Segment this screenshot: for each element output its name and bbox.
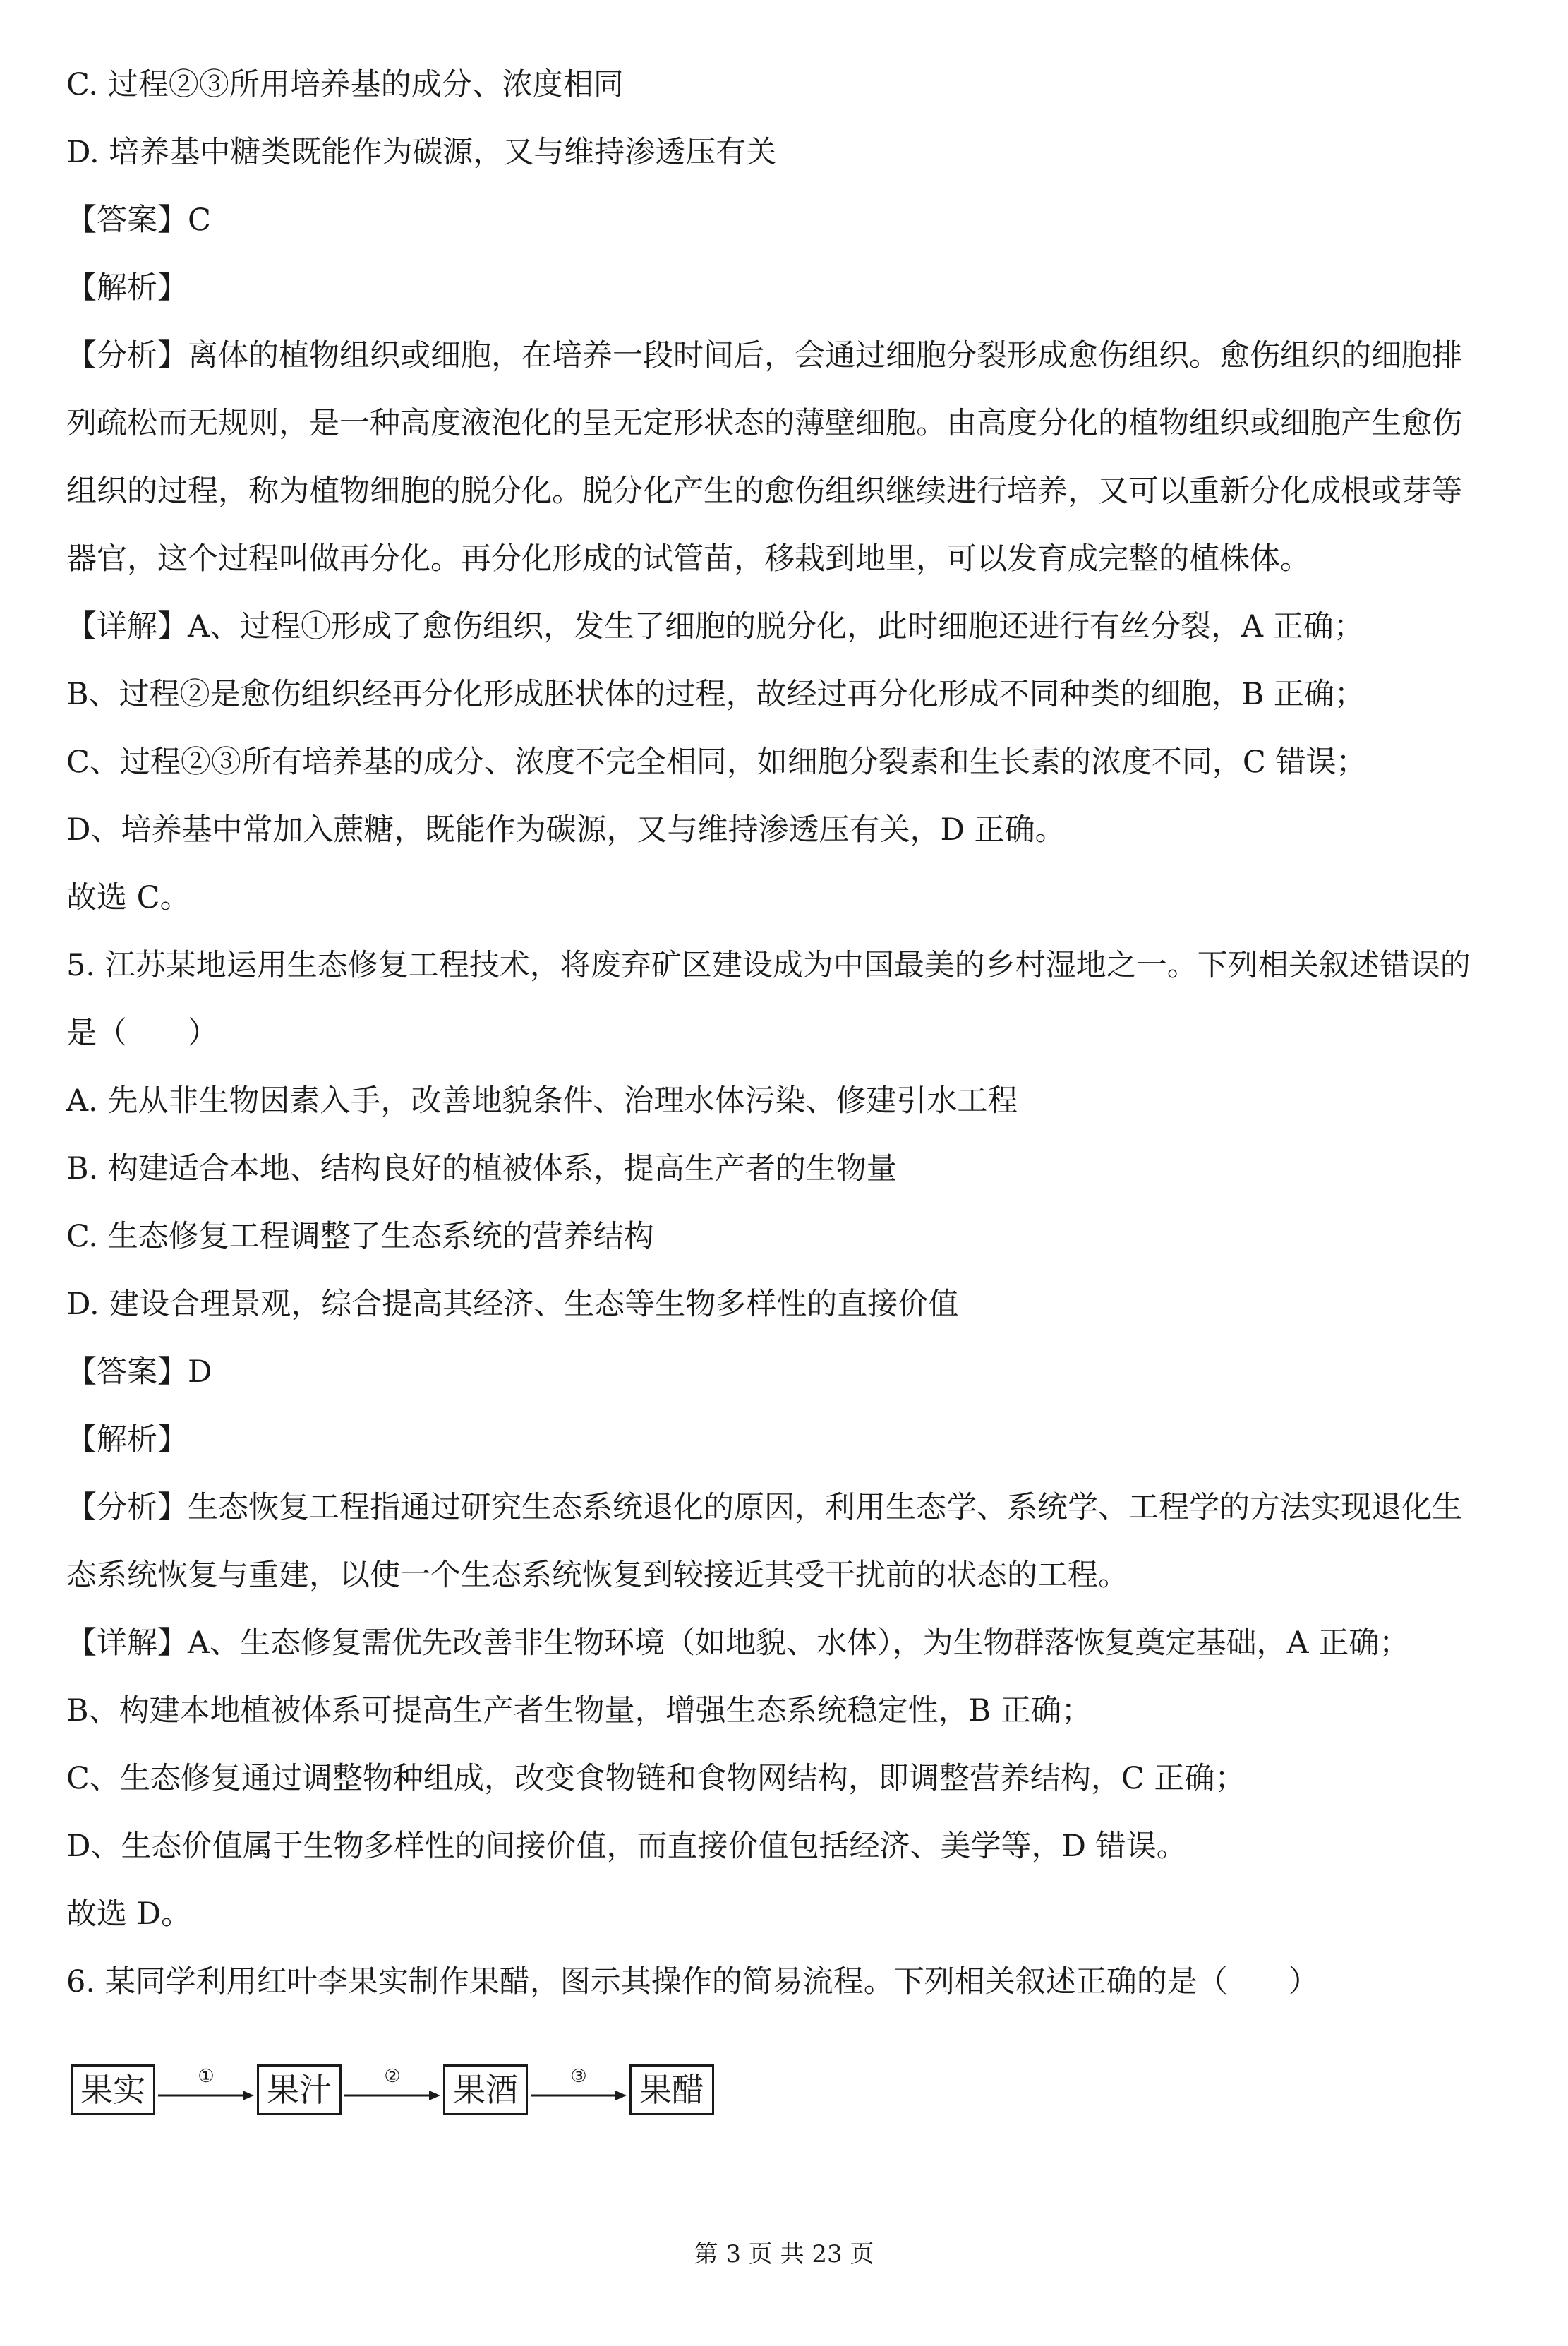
text-line: D. 培养基中糖类既能作为碳源，又与维持渗透压有关 (66, 135, 777, 170)
analysis-label: 【解析】 (66, 1422, 188, 1457)
text-line: 器官，这个过程叫做再分化。再分化形成的试管苗，移栽到地里，可以发育成完整的植株体。 (66, 541, 1310, 577)
text-line: B、过程②是愈伤组织经再分化形成胚状体的过程，故经过再分化形成不同种类的细胞，B 正确； (66, 677, 1365, 712)
flow-arrow-2 (343, 2066, 442, 2110)
option-b: B. 构建适合本地、结构良好的植被体系，提高生产者的生物量 (66, 1151, 897, 1186)
text-line: 【分析】生态恢复工程指通过研究生态系统退化的原因，利用生态学、系统学、工程学的方法实现退化生 (66, 1490, 1462, 1525)
question-5-stem: 5. 江苏某地运用生态修复工程技术，将废弃矿区建设成为中国最美的乡村湿地之一。下列相关叙述错误的 (66, 948, 1471, 983)
flow-arrow-3 (529, 2066, 628, 2110)
text-line: 故选 D。 (66, 1896, 192, 1932)
step-label: ② (384, 2066, 401, 2087)
text-line: 故选 C。 (66, 880, 191, 915)
option-a: A. 先从非生物因素入手，改善地貌条件、治理水体污染、修建引水工程 (66, 1083, 1018, 1119)
step-label: ③ (570, 2066, 587, 2087)
answer-label: 【答案】D (66, 1354, 212, 1390)
text-line: 【解析】 (66, 270, 188, 306)
flow-arrow-1 (157, 2066, 255, 2110)
question-6-stem: 6. 某同学利用红叶李果实制作果醋，图示其操作的简易流程。下列相关叙述正确的是（ ） (66, 1964, 1319, 1999)
option-c: C. 生态修复工程调整了生态系统的营养结构 (66, 1219, 654, 1254)
step-label: ① (198, 2066, 215, 2087)
text-line: 【答案】C (66, 203, 211, 238)
text-line: B、构建本地植被体系可提高生产者生物量，增强生态系统稳定性，B 正确； (66, 1693, 1092, 1728)
text-line: D、培养基中常加入蔗糖，既能作为碳源，又与维持渗透压有关，D 正确。 (66, 812, 1066, 848)
question-5-stem: 是（ ） (66, 1016, 218, 1051)
flow-box-juice: 果汁 (257, 2064, 342, 2115)
flow-box-fruit: 果实 (71, 2064, 155, 2115)
option-d: D. 建设合理景观，综合提高其经济、生态等生物多样性的直接价值 (66, 1287, 959, 1322)
text-line: C、过程②③所有培养基的成分、浓度不完全相同，如细胞分裂素和生长素的浓度不同，C 错误； (66, 745, 1367, 780)
text-line: 【详解】A、生态修复需优先改善非生物环境（如地貌、水体），为生物群落恢复奠定基础，A 正确； (66, 1625, 1410, 1661)
page-footer: 第 3 页 共 23 页 (694, 2240, 874, 2268)
text-line: 【详解】A、过程①形成了愈伤组织，发生了细胞的脱分化，此时细胞还进行有丝分裂，A 正确； (66, 609, 1364, 644)
text-line: 组织的过程，称为植物细胞的脱分化。脱分化产生的愈伤组织继续进行培养，又可以重新分化成根或芽等 (66, 474, 1462, 509)
text-line: C、生态修复通过调整物种组成，改变食物链和食物网结构，即调整营养结构，C 正确； (66, 1761, 1246, 1796)
text-line: 态系统恢复与重建，以使一个生态系统恢复到较接近其受干扰前的状态的工程。 (66, 1558, 1128, 1593)
flow-box-wine: 果酒 (443, 2064, 528, 2115)
flow-box-vinegar: 果醋 (629, 2064, 714, 2115)
text-line: 【分析】离体的植物组织或细胞，在培养一段时间后，会通过细胞分裂形成愈伤组织。愈伤组织的细胞排 (66, 338, 1462, 373)
text-line: 列疏松而无规则，是一种高度液泡化的呈无定形状态的薄壁细胞。由高度分化的植物组织或细胞产生愈伤 (66, 406, 1462, 441)
text-line: D、生态价值属于生物多样性的间接价值，而直接价值包括经济、美学等，D 错误。 (66, 1829, 1187, 1864)
text-line: C. 过程②③所用培养基的成分、浓度相同 (66, 67, 624, 102)
